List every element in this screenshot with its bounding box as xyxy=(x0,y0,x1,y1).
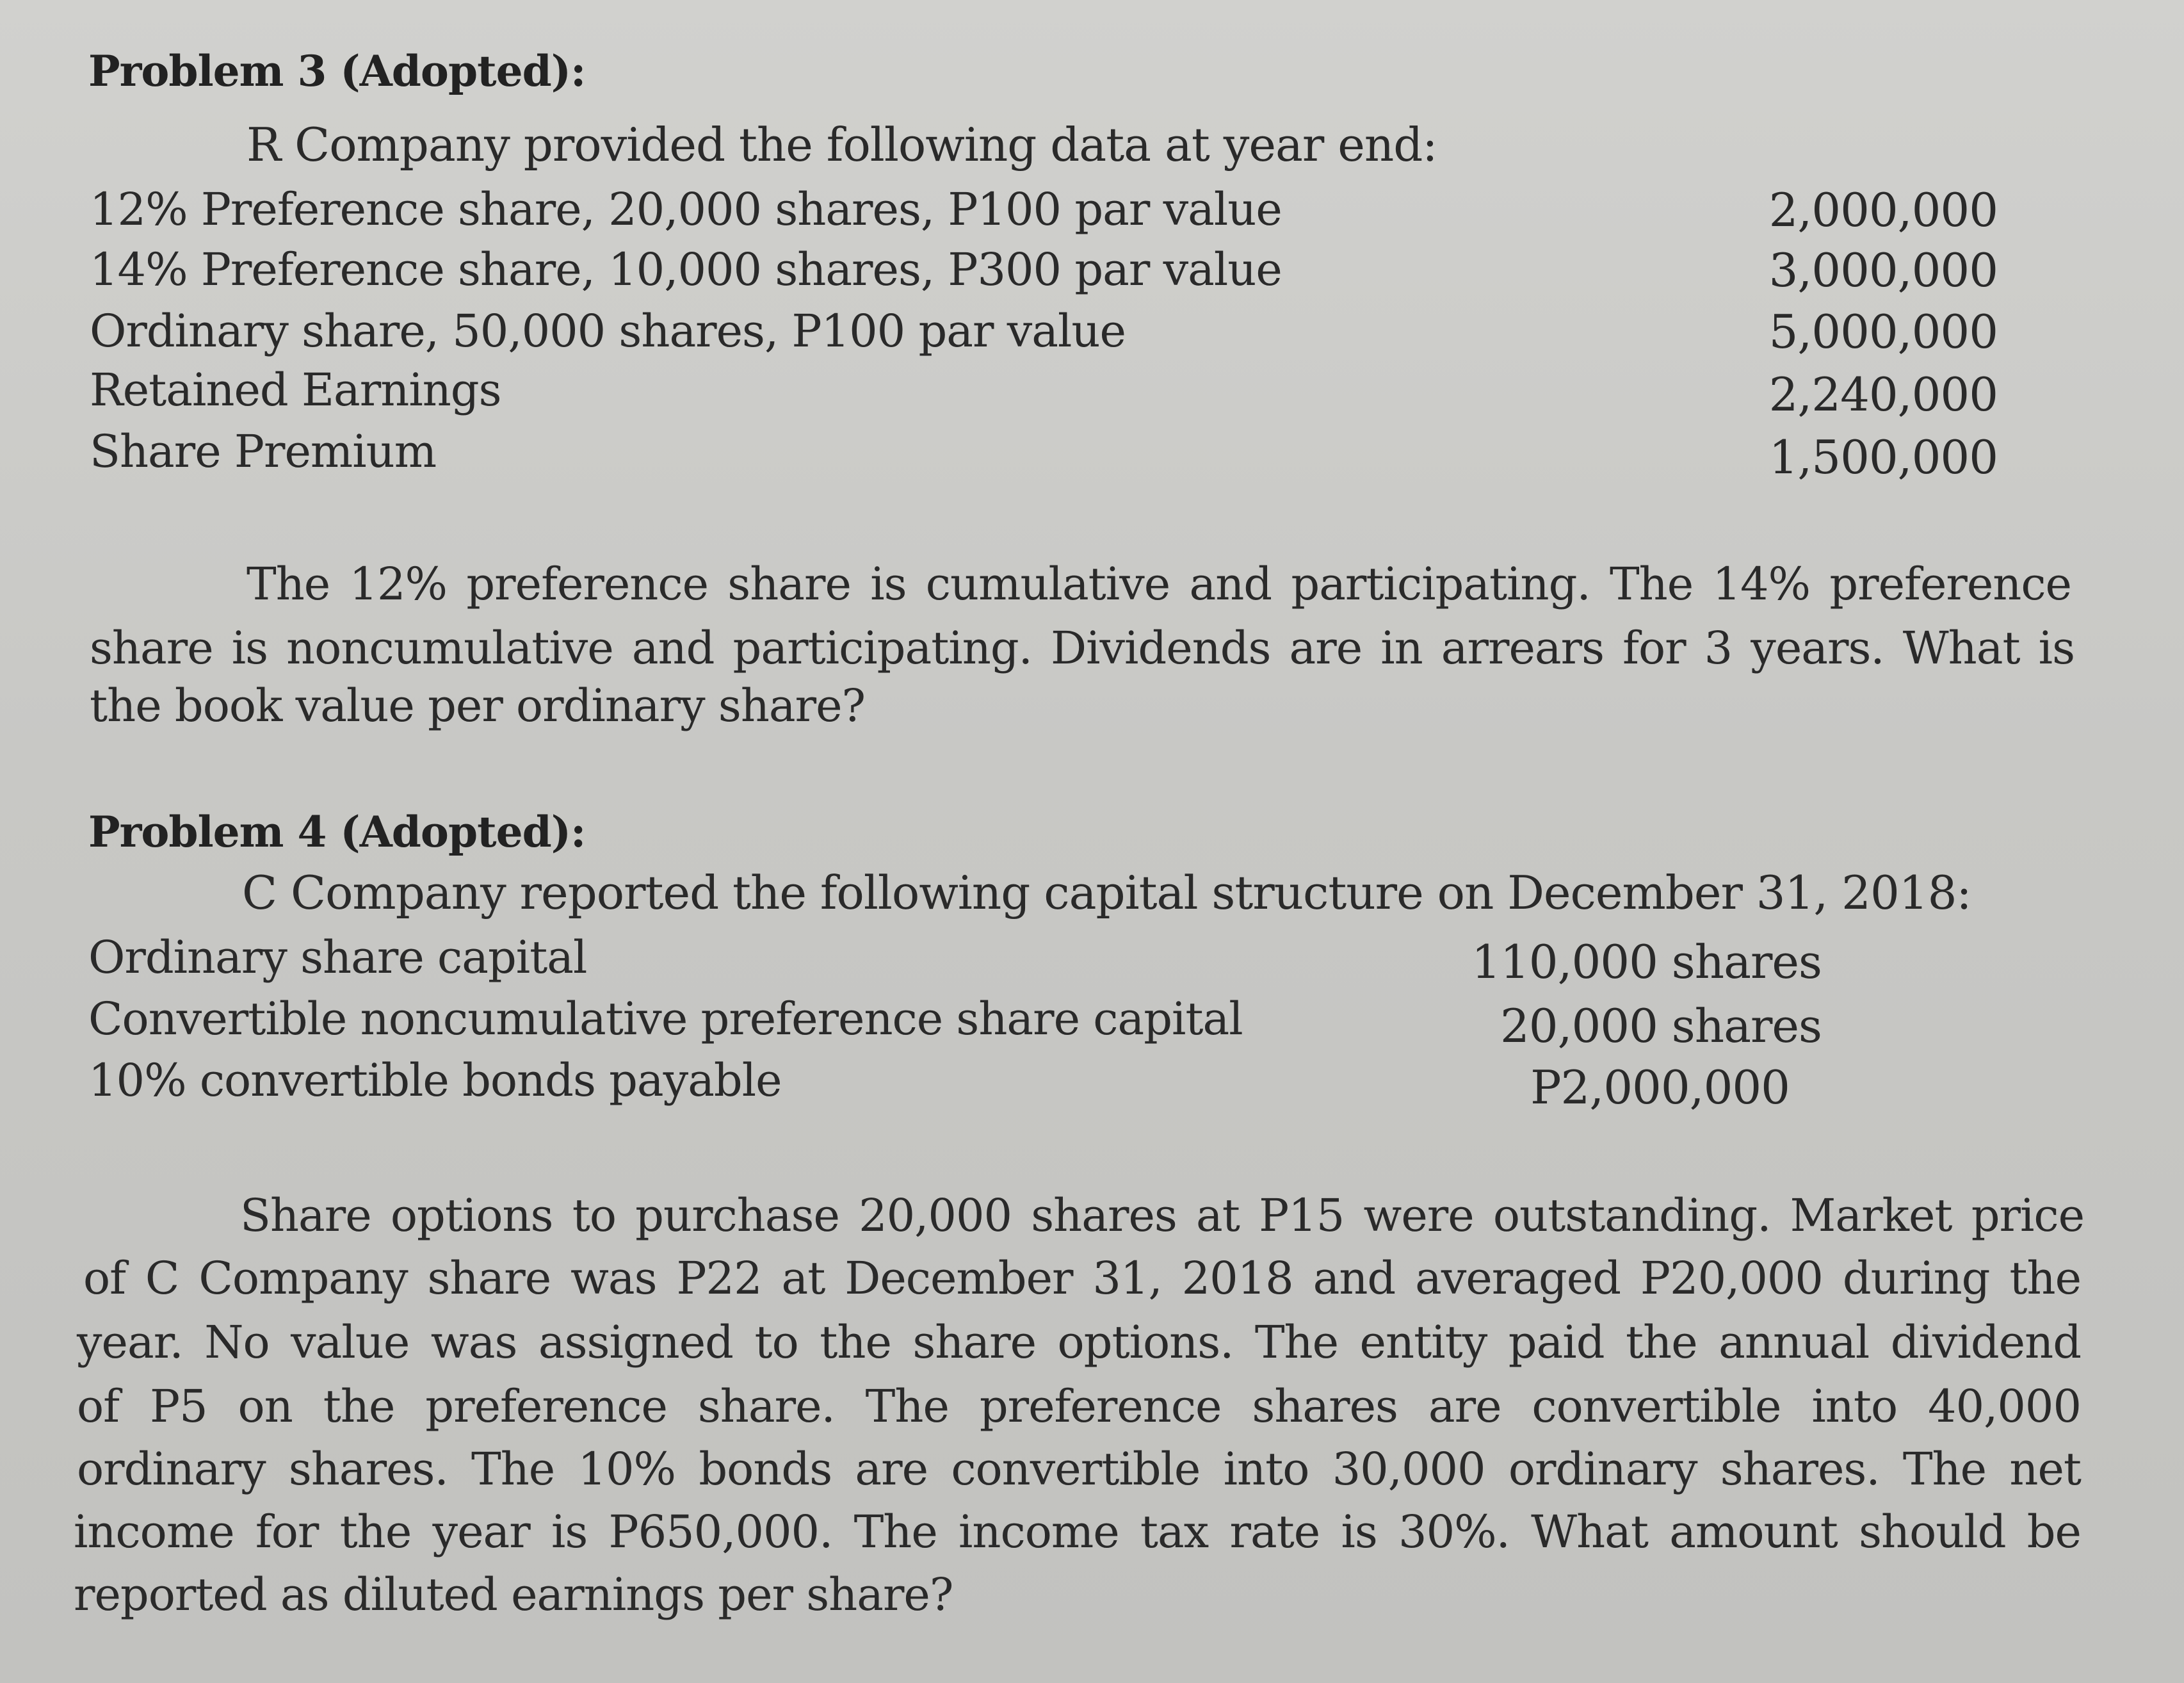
problem-3-item-amount: 5,000,000 xyxy=(1768,305,1998,359)
problem-3-item-label: 14% Preference share, 10,000 shares, P300 par value xyxy=(90,243,1282,296)
problem-3-item-amount: 3,000,000 xyxy=(1768,243,1998,297)
problem-4-item-amount: 20,000 shares xyxy=(1500,999,1822,1053)
problem-4-item-amount: 110,000 shares xyxy=(1471,935,1822,989)
problem-3-item-label: Share Premium xyxy=(90,425,437,478)
problem-3-paragraph-line: the book value per ordinary share? xyxy=(90,679,866,732)
problem-4-item-amount: P2,000,000 xyxy=(1530,1061,1790,1114)
problem-4-paragraph-line: income for the year is P650,000. The income tax rate is 30%. What amount should be xyxy=(74,1506,2081,1558)
problem-3-intro: R Company provided the following data at year end: xyxy=(247,118,1437,172)
problem-3-item-amount: 2,000,000 xyxy=(1768,183,1998,237)
problem-4-paragraph-line: of P5 on the preference share. The preference shares are convertible into 40,000 xyxy=(77,1380,2081,1433)
problem-3-paragraph-line: share is noncumulative and participating. Dividends are in arrears for 3 years. What is xyxy=(90,622,2075,674)
problem-4-item-label: 10% convertible bonds payable xyxy=(88,1054,782,1107)
problem-4-title: Problem 4 (Adopted): xyxy=(88,807,586,857)
problem-4-paragraph-line: of C Company share was P22 at December 31, 2018 and averaged P20,000 during the xyxy=(83,1252,2081,1305)
problem-3-item-label: Ordinary share, 50,000 shares, P100 par value xyxy=(90,305,1126,357)
problem-4-paragraph-line: Share options to purchase 20,000 shares at P15 were outstanding. Market price xyxy=(240,1189,2084,1242)
problem-4-paragraph-line: year. No value was assigned to the share options. The entity paid the annual dividend xyxy=(77,1316,2081,1369)
problem-3-item-label: Retained Earnings xyxy=(90,364,501,416)
problem-3-item-label: 12% Preference share, 20,000 shares, P100 par value xyxy=(90,183,1282,236)
problem-4-paragraph-line: ordinary shares. The 10% bonds are convertible into 30,000 ordinary shares. The net xyxy=(77,1443,2081,1495)
problem-4-paragraph-line: reported as diluted earnings per share? xyxy=(74,1568,953,1621)
problem-3-paragraph-line: The 12% preference share is cumulative and participating. The 14% preference xyxy=(247,558,2071,610)
problem-4-item-label: Ordinary share capital xyxy=(88,931,587,984)
problem-3-item-amount: 1,500,000 xyxy=(1768,430,1998,484)
problem-3-title: Problem 3 (Adopted): xyxy=(88,46,586,96)
problem-3-item-amount: 2,240,000 xyxy=(1768,368,1998,421)
problem-4-intro: C Company reported the following capital structure on December 31, 2018: xyxy=(242,866,1971,920)
problem-4-item-label: Convertible noncumulative preference share capital xyxy=(88,993,1243,1045)
